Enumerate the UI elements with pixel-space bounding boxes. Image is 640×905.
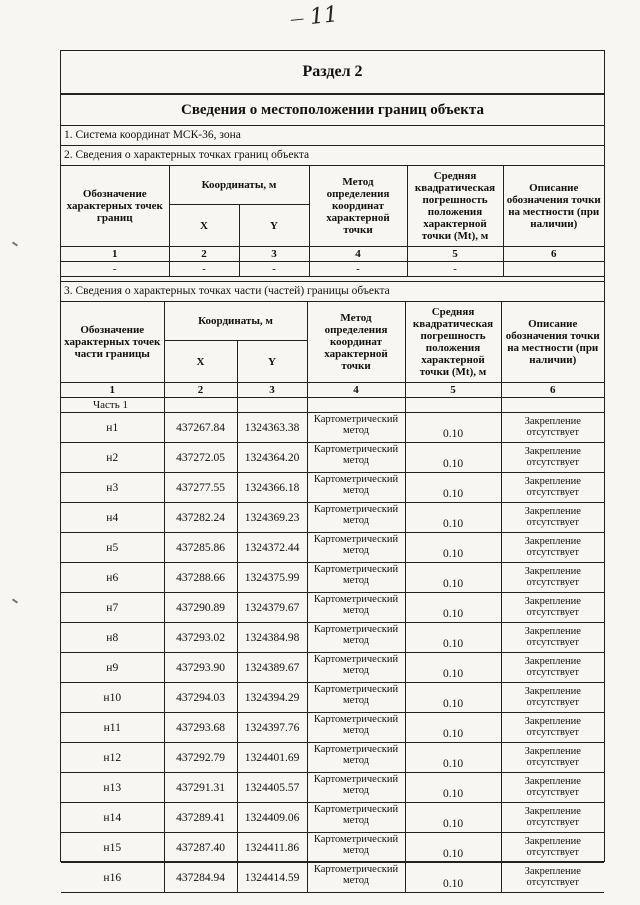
header-coordinates: Координаты, м <box>164 302 307 341</box>
error-cell: 0.10 <box>405 593 501 623</box>
header-y: Y <box>239 205 309 247</box>
point-id: н8 <box>61 623 164 653</box>
description-cell: Закрепление отсутствует <box>501 683 604 713</box>
description-cell: Закрепление отсутствует <box>501 593 604 623</box>
coord-y: 1324401.69 <box>237 743 307 773</box>
error-cell: 0.10 <box>405 683 501 713</box>
coord-y: 1324364.20 <box>237 443 307 473</box>
method-cell: Картометрический метод <box>307 533 405 563</box>
header-error: Средняя квадратическая погрешность положения характерной точки (Mt), м <box>405 302 501 383</box>
document-title: Сведения о местоположении границ объекта <box>61 94 604 126</box>
description-cell: Закрепление отсутствует <box>501 743 604 773</box>
error-cell: 0.10 <box>405 833 501 863</box>
empty-cell: - <box>61 262 169 277</box>
empty-row <box>61 262 604 277</box>
header-method: Метод определения координат характерной точки <box>307 302 405 383</box>
page-number-value: 11 <box>308 2 340 30</box>
header-description: Описание обозначения точки на местности (при наличии) <box>503 166 604 247</box>
coord-x: 437290.89 <box>164 593 237 623</box>
table-row <box>61 773 604 803</box>
empty-cell: - <box>239 262 309 277</box>
coord-y: 1324409.06 <box>237 803 307 833</box>
error-cell: 0.10 <box>405 653 501 683</box>
coord-x: 437293.68 <box>164 713 237 743</box>
header-y: Y <box>237 341 307 383</box>
coord-x: 437282.24 <box>164 503 237 533</box>
coord-x: 437272.05 <box>164 443 237 473</box>
method-cell: Картометрический метод <box>307 443 405 473</box>
points-section-line: 2. Сведения о характерных точках границ объекта <box>64 149 310 161</box>
table-row <box>61 653 604 683</box>
method-cell: Картометрический метод <box>307 803 405 833</box>
header-description: Описание обозначения точки на местности (при наличии) <box>501 302 604 383</box>
point-id: н2 <box>61 443 164 473</box>
table-row <box>61 833 604 863</box>
table-row <box>61 413 604 443</box>
coord-x: 437291.31 <box>164 773 237 803</box>
header-method: Метод определения координат характерной точки <box>309 166 407 247</box>
point-id: н9 <box>61 653 164 683</box>
column-number: 3 <box>239 247 309 262</box>
method-cell: Картометрический метод <box>307 713 405 743</box>
empty-cell: - <box>407 262 503 277</box>
description-cell: Закрепление отсутствует <box>501 473 604 503</box>
description-cell: Закрепление отсутствует <box>501 443 604 473</box>
table-row <box>61 803 604 833</box>
coord-y: 1324394.29 <box>237 683 307 713</box>
coordinate-system-line: 1. Система координат МСК-36, зона <box>61 126 604 146</box>
point-id: н11 <box>61 713 164 743</box>
scan-mark <box>12 598 18 603</box>
coord-x: 437292.79 <box>164 743 237 773</box>
point-id: н12 <box>61 743 164 773</box>
header-designation: Обозначение характерных точек части границы <box>61 302 164 383</box>
table-row <box>61 713 604 743</box>
method-cell: Картометрический метод <box>307 743 405 773</box>
description-cell: Закрепление отсутствует <box>501 653 604 683</box>
blank-cell <box>237 398 307 413</box>
points-body <box>61 413 604 893</box>
description-cell: Закрепление отсутствует <box>501 713 604 743</box>
error-cell: 0.10 <box>405 503 501 533</box>
description-cell: Закрепление отсутствует <box>501 503 604 533</box>
description-cell: Закрепление отсутствует <box>501 563 604 593</box>
error-cell: 0.10 <box>405 413 501 443</box>
table-row <box>61 683 604 713</box>
description-cell: Закрепление отсутствует <box>501 833 604 863</box>
point-id: н6 <box>61 563 164 593</box>
point-id: н5 <box>61 533 164 563</box>
column-number: 1 <box>61 247 169 262</box>
point-id: н1 <box>61 413 164 443</box>
point-id: н4 <box>61 503 164 533</box>
error-cell: 0.10 <box>405 623 501 653</box>
description-cell: Закрепление отсутствует <box>501 533 604 563</box>
blank-cell <box>307 398 405 413</box>
part-boundary-points-table <box>61 301 604 893</box>
description-cell: Закрепление отсутствует <box>501 803 604 833</box>
column-number: 4 <box>309 247 407 262</box>
coord-y: 1324411.86 <box>237 833 307 863</box>
page-number-dash: — <box>289 10 304 29</box>
coord-y: 1324389.67 <box>237 653 307 683</box>
blank-cell <box>164 398 237 413</box>
table-row <box>61 473 604 503</box>
table-row <box>61 443 604 473</box>
coord-y: 1324372.44 <box>237 533 307 563</box>
coord-y: 1324369.23 <box>237 503 307 533</box>
description-cell: Закрепление отсутствует <box>501 773 604 803</box>
header-error: Средняя квадратическая погрешность положения характерной точки (Mt), м <box>407 166 503 247</box>
coord-y: 1324384.98 <box>237 623 307 653</box>
table-row <box>61 743 604 773</box>
method-cell: Картометрический метод <box>307 593 405 623</box>
boundary-points-table <box>61 165 604 277</box>
page-number <box>289 1 351 33</box>
coord-y: 1324366.18 <box>237 473 307 503</box>
coord-y: 1324405.57 <box>237 773 307 803</box>
point-id: н13 <box>61 773 164 803</box>
error-cell: 0.10 <box>405 443 501 473</box>
coord-y: 1324375.99 <box>237 563 307 593</box>
error-cell: 0.10 <box>405 713 501 743</box>
coord-x: 437285.86 <box>164 533 237 563</box>
point-id: н15 <box>61 833 164 863</box>
table-row <box>61 623 604 653</box>
point-id: н14 <box>61 803 164 833</box>
error-cell: 0.10 <box>405 533 501 563</box>
empty-cell: - <box>309 262 407 277</box>
part-label: Часть 1 <box>61 398 164 413</box>
method-cell: Картометрический метод <box>307 473 405 503</box>
column-number: 5 <box>405 383 501 398</box>
method-cell: Картометрический метод <box>307 653 405 683</box>
column-numbers-row <box>61 247 604 262</box>
document-frame <box>60 50 605 890</box>
coord-x: 437287.40 <box>164 833 237 863</box>
empty-cell: - <box>169 262 239 277</box>
table-row <box>61 533 604 563</box>
blank-cell <box>501 398 604 413</box>
empty-cell <box>503 262 604 277</box>
table-row <box>61 503 604 533</box>
table-row <box>61 593 604 623</box>
coord-x: 437293.90 <box>164 653 237 683</box>
point-id: н16 <box>61 863 164 893</box>
description-cell: Закрепление отсутствует <box>501 413 604 443</box>
part-points-section-line: 3. Сведения о характерных точках части (частей) границы объекта <box>61 281 604 301</box>
method-cell: Картометрический метод <box>307 773 405 803</box>
coord-y: 1324397.76 <box>237 713 307 743</box>
method-cell: Картометрический метод <box>307 563 405 593</box>
scan-mark <box>12 241 18 246</box>
method-cell: Картометрический метод <box>307 413 405 443</box>
coord-y: 1324379.67 <box>237 593 307 623</box>
coord-x: 437267.84 <box>164 413 237 443</box>
header-x: X <box>164 341 237 383</box>
column-number: 2 <box>169 247 239 262</box>
method-cell: Картометрический метод <box>307 623 405 653</box>
coord-x: 437284.94 <box>164 863 237 893</box>
column-number: 6 <box>501 383 604 398</box>
column-number: 3 <box>237 383 307 398</box>
method-cell: Картометрический метод <box>307 683 405 713</box>
method-cell: Картометрический метод <box>307 863 405 893</box>
error-cell: 0.10 <box>405 803 501 833</box>
coord-x: 437277.55 <box>164 473 237 503</box>
table-row <box>61 863 604 893</box>
header-x: X <box>169 205 239 247</box>
error-cell: 0.10 <box>405 563 501 593</box>
column-number: 6 <box>503 247 604 262</box>
section-title: Раздел 2 <box>61 51 604 94</box>
method-cell: Картометрический метод <box>307 833 405 863</box>
error-cell: 0.10 <box>405 773 501 803</box>
column-number: 5 <box>407 247 503 262</box>
column-numbers-row <box>61 383 604 398</box>
description-cell: Закрепление отсутствует <box>501 863 604 893</box>
error-cell: 0.10 <box>405 473 501 503</box>
header-coordinates: Координаты, м <box>169 166 309 205</box>
column-number: 4 <box>307 383 405 398</box>
description-cell: Закрепление отсутствует <box>501 623 604 653</box>
coord-x: 437293.02 <box>164 623 237 653</box>
error-cell: 0.10 <box>405 863 501 893</box>
error-cell: 0.10 <box>405 743 501 773</box>
coord-y: 1324414.59 <box>237 863 307 893</box>
column-number: 2 <box>164 383 237 398</box>
point-id: н7 <box>61 593 164 623</box>
coord-x: 437294.03 <box>164 683 237 713</box>
coord-y: 1324363.38 <box>237 413 307 443</box>
point-id: н3 <box>61 473 164 503</box>
header-designation: Обозначение характерных точек границ <box>61 166 169 247</box>
method-cell: Картометрический метод <box>307 503 405 533</box>
point-id: н10 <box>61 683 164 713</box>
coord-x: 437288.66 <box>164 563 237 593</box>
part-label-row <box>61 398 604 413</box>
column-number: 1 <box>61 383 164 398</box>
blank-cell <box>405 398 501 413</box>
coord-x: 437289.41 <box>164 803 237 833</box>
table-row <box>61 563 604 593</box>
